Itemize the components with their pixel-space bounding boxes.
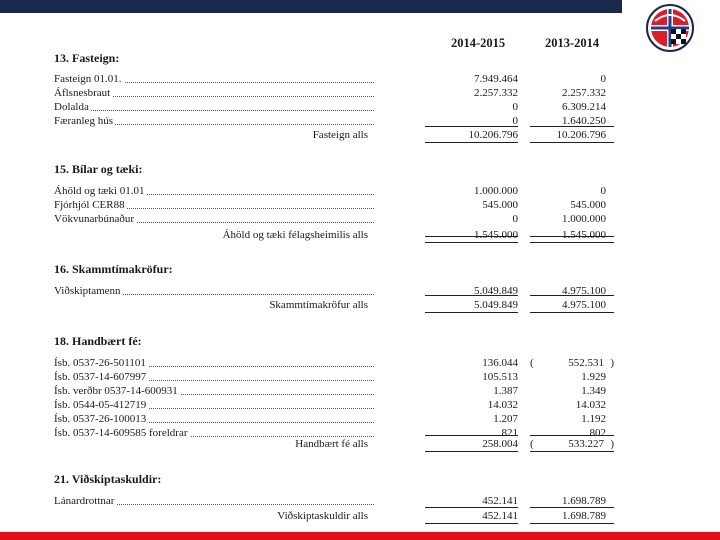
total-2014-2015: 452.141 [482, 510, 518, 522]
section-title: 16. Skammtímakröfur: [54, 262, 173, 276]
value-2013-2014: 1.192 [581, 413, 606, 425]
value-2013-2014: 4.975.100 [562, 285, 606, 297]
total-2014-2015: 1.545.000 [474, 229, 518, 241]
row-label-text: Vökvunarbúnaður [54, 213, 135, 225]
row-label [54, 100, 374, 114]
section-title: 21. Viðskiptaskuldir: [54, 472, 162, 486]
row-label [54, 184, 374, 198]
total-rule-line [425, 507, 518, 508]
row-label [54, 114, 374, 128]
club-emblem-icon [645, 3, 695, 53]
row-label-text: Viðskiptamenn [54, 285, 121, 297]
value-2013-2014: ( 552.531 ) [530, 357, 614, 369]
value-2014-2015: 0 [512, 213, 518, 225]
row-label-text: Dolalda [54, 101, 89, 113]
value-2014-2015: 5.049.849 [474, 285, 518, 297]
total-underline [530, 242, 614, 243]
total-2014-2015: 10.206.796 [468, 129, 518, 141]
value-2014-2015: 1.000.000 [474, 185, 518, 197]
total-underline [530, 312, 614, 313]
section-title: 15. Bílar og tæki: [54, 162, 143, 176]
row-label-text: Ísb. 0544-05-412719 [54, 399, 147, 411]
row-label-text: Ísb. verðbr 0537-14-600931 [54, 385, 178, 397]
value-2014-2015: 821 [501, 427, 518, 439]
total-2013-2014: ( 533.227 ) [530, 438, 614, 450]
value-2014-2015: 1.207 [493, 413, 518, 425]
column-header-2014-2015: 2014-2015 [451, 36, 506, 50]
row-label-text: Fjórhjól CER88 [54, 199, 125, 211]
total-2013-2014: 4.975.100 [562, 299, 606, 311]
value-2014-2015: 105.513 [482, 371, 518, 383]
section-title: 13. Fasteign: [54, 51, 120, 65]
value-2014-2015: 14.032 [487, 399, 518, 411]
row-label [54, 86, 374, 100]
value-2013-2014: 545.000 [570, 199, 606, 211]
row-label-text: Áhöld og tæki 01.01 [54, 185, 145, 197]
total-label: Áhöld og tæki félagsheimilis alls [222, 229, 368, 241]
total-underline [425, 242, 518, 243]
value-2013-2014: 0 [600, 185, 606, 197]
total-label: Fasteign alls [312, 129, 368, 141]
bottom-banner-bar [0, 532, 720, 540]
negative-value: 552.531 [568, 357, 604, 369]
value-2014-2015: 0 [512, 101, 518, 113]
value-2014-2015: 0 [512, 115, 518, 127]
value-2013-2014: 1.698.789 [562, 495, 606, 507]
value-2014-2015: 545.000 [482, 199, 518, 211]
value-2013-2014: 1.929 [581, 371, 606, 383]
row-label [54, 72, 374, 86]
row-label [54, 370, 374, 384]
total-label: Skammtímakröfur alls [269, 299, 368, 311]
row-label [54, 212, 374, 226]
total-2013-2014: 1.698.789 [562, 510, 606, 522]
value-2013-2014: 802 [589, 427, 606, 439]
total-underline [530, 451, 614, 452]
total-rule-line [425, 126, 518, 127]
section-title: 18. Handbært fé: [54, 334, 142, 348]
total-underline [425, 142, 518, 143]
value-2013-2014: 2.257.332 [562, 87, 606, 99]
total-rule-line [530, 507, 614, 508]
row-label-text: Ísb. 0537-26-501101 [54, 357, 146, 369]
row-label [54, 284, 374, 298]
value-2013-2014: 0 [600, 73, 606, 85]
value-2014-2015: 7.949.464 [474, 73, 518, 85]
negative-value: 533.227 [568, 438, 604, 450]
total-rule-line [425, 435, 518, 436]
total-rule-line [530, 295, 614, 296]
value-2013-2014: 1.000.000 [562, 213, 606, 225]
value-2014-2015: 1.387 [493, 385, 518, 397]
value-2014-2015: 452.141 [482, 495, 518, 507]
row-label-text: Lánardrottnar [54, 495, 115, 507]
row-label-text: Ísb. 0537-26-100013 [54, 413, 147, 425]
value-2013-2014: 1.640.250 [562, 115, 606, 127]
row-label-text: Ísb. 0537-14-609585 foreldrar [54, 427, 188, 439]
total-2013-2014: 10.206.796 [556, 129, 606, 141]
row-label-text: Áflsnesbraut [54, 87, 111, 99]
total-rule-line [530, 435, 614, 436]
row-label-text: Fasteign 01.01. [54, 73, 122, 85]
total-underline [530, 142, 614, 143]
dot-leader [54, 110, 374, 111]
row-label [54, 494, 374, 508]
row-label [54, 384, 374, 398]
total-underline [425, 451, 518, 452]
top-banner-bar [0, 0, 622, 13]
row-label [54, 198, 374, 212]
total-underline [425, 312, 518, 313]
column-header-2013-2014: 2013-2014 [545, 36, 600, 50]
total-underline [530, 523, 614, 524]
total-label: Viðskiptaskuldir alls [277, 510, 368, 522]
total-rule-line [425, 295, 518, 296]
row-label [54, 398, 374, 412]
total-underline [425, 523, 518, 524]
total-label: Handbært fé alls [295, 438, 368, 450]
row-label [54, 356, 374, 370]
value-2013-2014: 14.032 [575, 399, 606, 411]
total-rule-line [530, 126, 614, 127]
value-2014-2015: 136.044 [482, 357, 518, 369]
row-label-text: Ísb. 0537-14-607997 [54, 371, 147, 383]
value-2013-2014: 6.309.214 [562, 101, 606, 113]
value-2013-2014: 1.349 [581, 385, 606, 397]
total-2013-2014: 1.545.000 [562, 229, 606, 241]
value-2014-2015: 2.257.332 [474, 87, 518, 99]
total-2014-2015: 5.049.849 [474, 299, 518, 311]
total-2014-2015: 258.004 [482, 438, 518, 450]
row-label-text: Færanleg hús [54, 115, 113, 127]
row-label [54, 412, 374, 426]
